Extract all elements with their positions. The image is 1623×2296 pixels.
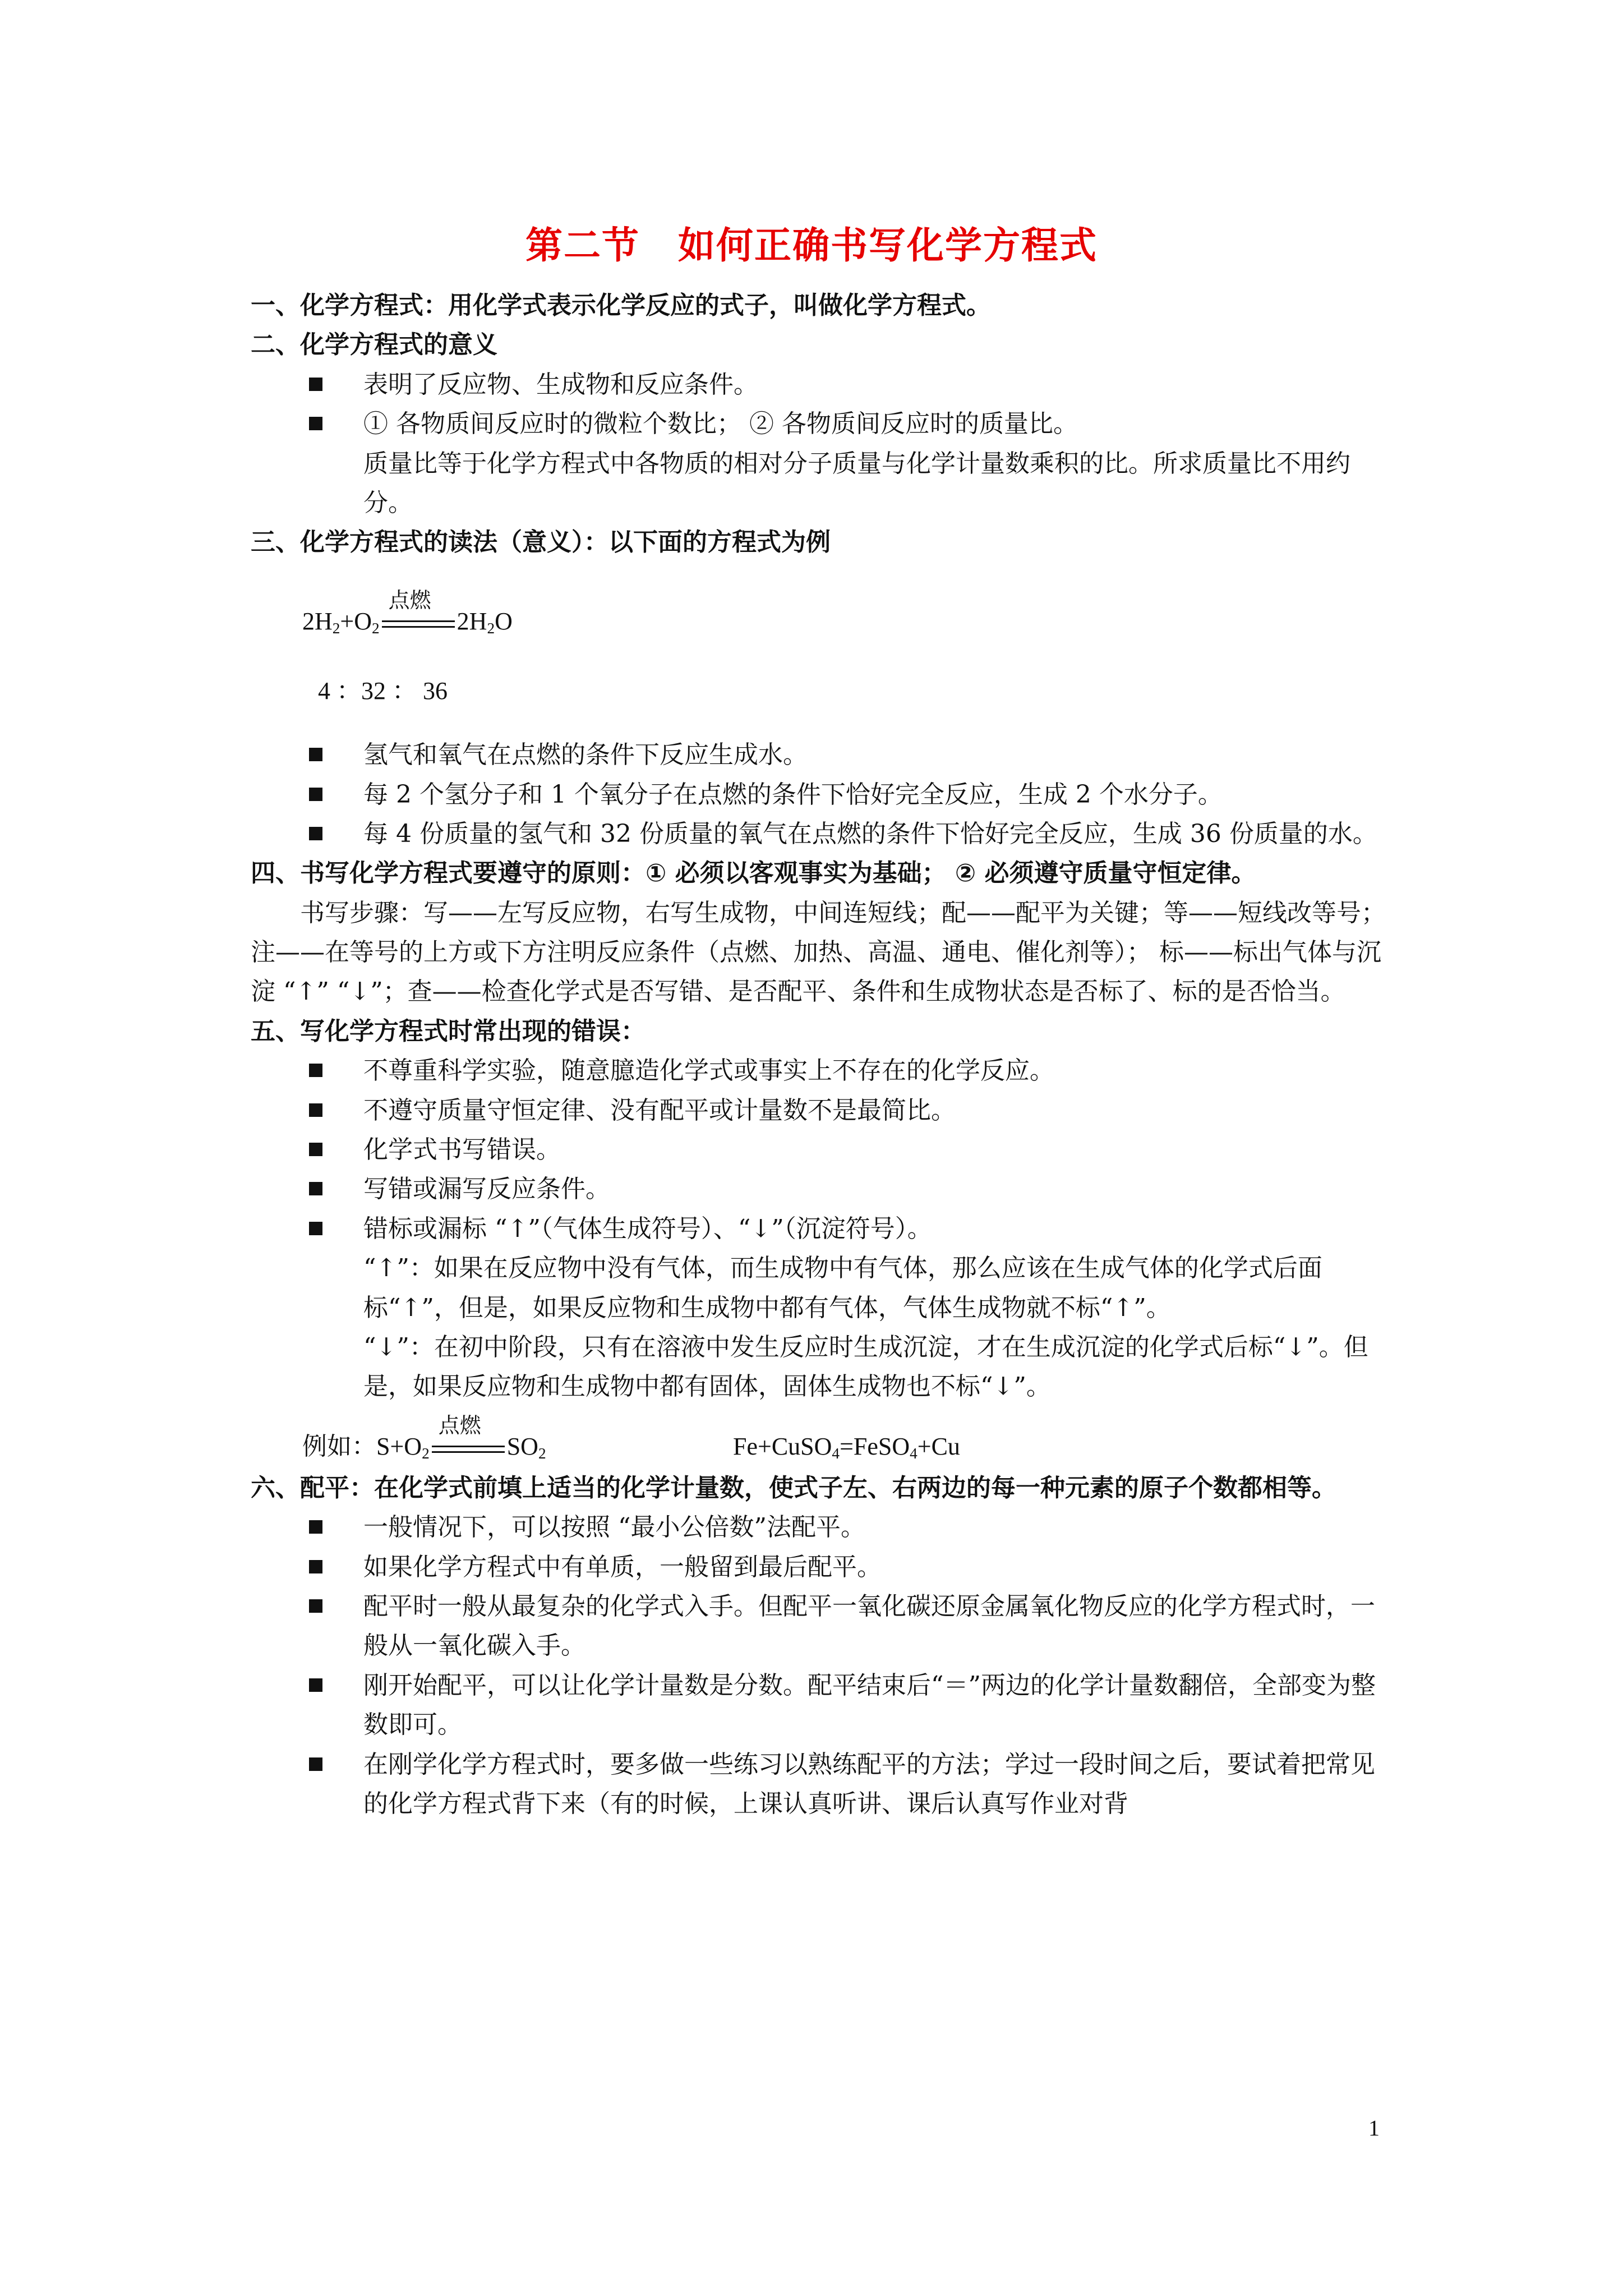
bullet-item: 每 2 个氢分子和 1 个氧分子在点燃的条件下恰好完全反应，生成 2 个水分子。	[251, 775, 1392, 815]
page-number: 1	[1368, 2115, 1380, 2141]
example-equation-1: 例如：$S+O_2$ 点燃 $SO_2$	[302, 1427, 546, 1466]
section-3-heading: 三、化学方程式的读法（意义）：以下面的方程式为例	[251, 528, 831, 557]
bullet-item: 化学式书写错误。	[251, 1130, 1392, 1170]
section-2-heading: 二、化学方程式的意义	[251, 330, 497, 360]
section-4-heading: 四、书写化学方程式要遵守的原则：① 必须以客观事实为基础； ② 必须遵守质量守恒定律。	[251, 859, 1256, 888]
bullet-item: 在刚学化学方程式时，要多做一些练习以熟练配平的方法；学过一段时间之后，要试着把常见的化学方程式背下来（有的时候，上课认真听讲、课后认真写作业对背	[251, 1745, 1392, 1824]
document-body	[251, 286, 1392, 1824]
square-bullet-icon	[309, 1678, 322, 1692]
note-text: 质量比等于化学方程式中各物质的相对分子质量与化学计量数乘积的比。所求质量比不用约分。	[363, 449, 1350, 517]
square-bullet-icon	[309, 827, 322, 840]
reaction-arrow-icon	[382, 587, 455, 629]
equation-block	[251, 563, 1392, 647]
bullet-item: 表明了反应物、生成物和反应条件。	[251, 365, 1392, 404]
square-bullet-icon	[309, 1560, 322, 1573]
bullet-item: 刚开始配平，可以让化学计量数是分数。配平结束后“＝”两边的化学计量数翻倍，全部变为整数即可。	[251, 1666, 1392, 1745]
square-bullet-icon	[309, 378, 322, 391]
square-bullet-icon	[309, 1520, 322, 1534]
square-bullet-icon	[309, 1222, 322, 1235]
example-equation-2: Fe+CuSO$_4$=FeSO$_4$+Cu	[733, 1432, 960, 1462]
bullet-item: 每 4 份质量的氢气和 32 份质量的氧气在点燃的条件下恰好完全反应，生成 36 份质量的水。	[251, 815, 1392, 854]
square-bullet-icon	[309, 748, 322, 761]
bullet-item: 配平时一般从最复杂的化学式入手。但配平一氧化碳还原金属氧化物反应的化学方程式时，一般从一氧化碳入手。	[251, 1587, 1392, 1666]
reaction-arrow-icon	[432, 1412, 505, 1455]
square-bullet-icon	[309, 417, 322, 430]
square-bullet-icon	[309, 1064, 322, 1077]
bullet-item: ① 各物质间反应时的微粒个数比； ② 各物质间反应时的质量比。	[251, 404, 1392, 444]
square-bullet-icon	[309, 1757, 322, 1771]
bullet-item: 一般情况下，可以按照 “最小公倍数”法配平。	[251, 1508, 1392, 1547]
bullet-item: 如果化学方程式中有单质，一般留到最后配平。	[251, 1548, 1392, 1587]
square-bullet-icon	[309, 1182, 322, 1195]
writing-steps-paragraph: 书写步骤：写——左写反应物，右写生成物，中间连短线；配——配平为关键；等——短线改等号；注——在等号的上方或下方注明反应条件（点燃、加热、高温、通电、催化剂等）； 标——标出气体与沉淀 “↑” “↓”；查——检查化学式是否写错、是否配平、条件和生成物状态是否标了、标的是否恰当。	[251, 898, 1386, 1006]
square-bullet-icon	[309, 1103, 322, 1117]
square-bullet-icon	[309, 1599, 322, 1613]
page-title: 第二节 如何正确书写化学方程式	[525, 224, 1098, 267]
section-6-heading: 六、配平：在化学式前填上适当的化学计量数，使式子左、右两边的每一种元素的原子个数都相等。	[251, 1473, 1336, 1502]
bullet-item: 不尊重科学实验，随意臆造化学式或事实上不存在的化学反应。	[251, 1051, 1392, 1091]
note-text: “↑”：如果在反应物中没有气体，而生成物中有气体，那么应该在生成气体的化学式后面标“↑”，但是，如果反应物和生成物中都有气体，气体生成物就不标“↑”。	[363, 1254, 1322, 1322]
section-1-heading: 一、化学方程式：用化学式表示化学反应的式子，叫做化学方程式。	[251, 291, 991, 320]
bullet-item: 写错或漏写反应条件。	[251, 1170, 1392, 1209]
reaction-condition: 点燃	[438, 1412, 481, 1438]
section-5-heading: 五、写化学方程式时常出现的错误：	[251, 1016, 645, 1046]
note-text: “↓”：在初中阶段，只有在溶液中发生反应时生成沉淀，才在生成沉淀的化学式后标“↓”。但是，如果反应物和生成物中都有固体，固体生成物也不标“↓”。	[363, 1332, 1368, 1401]
reaction-condition: 点燃	[388, 587, 431, 613]
chemical-equation: $2H_2+O_2$ 点燃 $2H_2O$	[302, 602, 513, 641]
example-equations	[251, 1407, 1392, 1469]
bullet-item: 不遵守质量守恒定律、没有配平或计量数不是最简比。	[251, 1091, 1392, 1130]
bullet-item: 错标或漏标 “↑”（气体生成符号）、“↓”（沉淀符号）。	[251, 1209, 1392, 1249]
square-bullet-icon	[309, 788, 322, 801]
bullet-item: 氢气和氧气在点燃的条件下反应生成水。	[251, 735, 1392, 775]
square-bullet-icon	[309, 1143, 322, 1156]
mass-ratio: 4 ：32 ： 36	[318, 677, 448, 705]
